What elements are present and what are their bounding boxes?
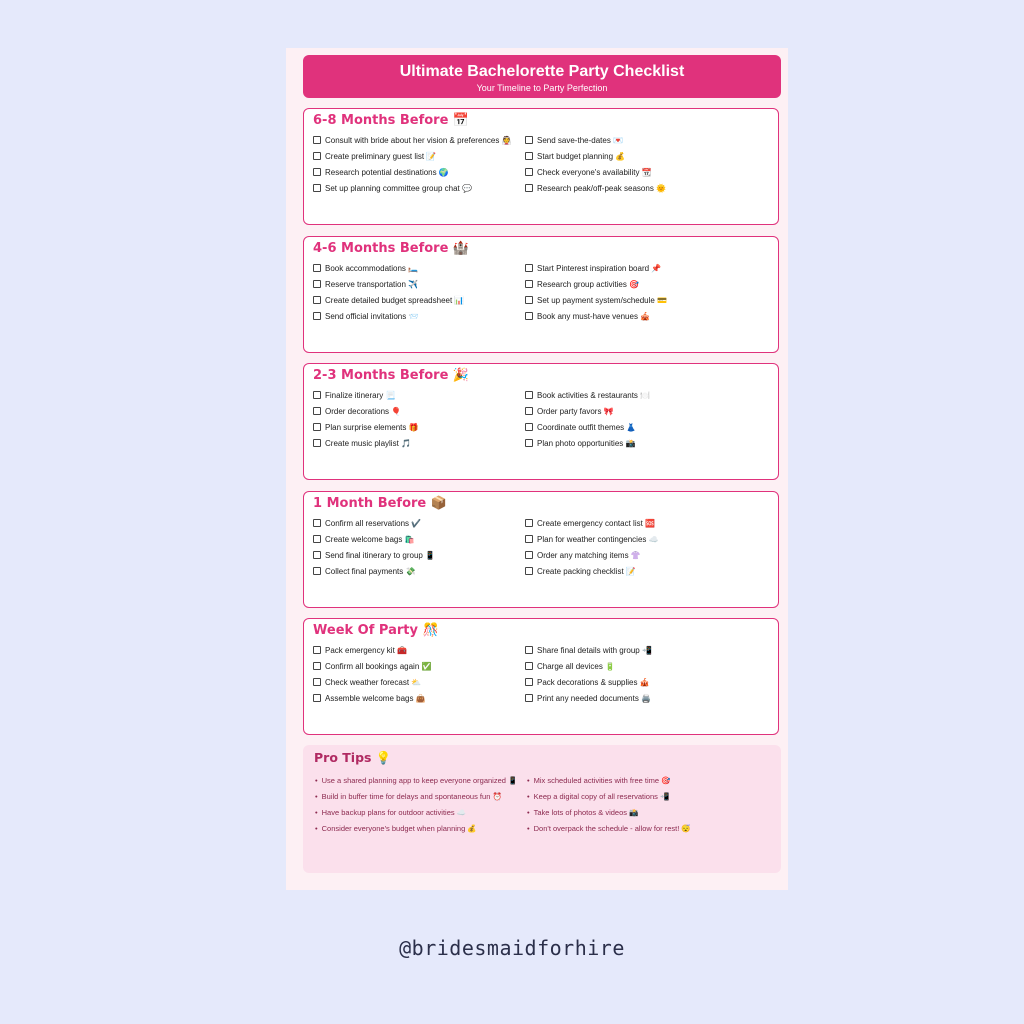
checklist-item[interactable] [313,658,525,674]
checklist-item[interactable] [313,674,525,690]
tip-item [315,772,527,788]
checklist-item[interactable] [525,435,765,451]
checklist-item[interactable] [525,164,765,180]
checklist-item[interactable] [313,260,525,276]
checkbox[interactable] [525,407,533,415]
checklist-item-label: Finalize itinerary 📃 [325,390,396,400]
checkbox[interactable] [525,184,533,192]
checklist-item-label: Send final itinerary to group 📱 [325,550,436,560]
checkbox[interactable] [525,646,533,654]
checkbox[interactable] [313,391,321,399]
checklist-item[interactable] [525,180,765,196]
checklist-item[interactable] [525,690,765,706]
checklist-item-label: Send official invitations 📨 [325,311,419,321]
checkbox[interactable] [313,136,321,144]
checkbox[interactable] [313,678,321,686]
checklist-item[interactable] [525,531,765,547]
social-handle: @bridesmaidforhire [399,936,625,960]
checklist-item[interactable] [313,690,525,706]
checklist-item[interactable] [525,515,765,531]
checklist-item-label: Collect final payments 💸 [325,566,416,576]
checklist-item[interactable] [525,132,765,148]
checklist-header [303,55,781,98]
checklist-item[interactable] [525,276,765,292]
bullet-icon: • [527,775,530,785]
checklist-item-label: Research potential destinations 🌍 [325,167,449,177]
checklist-item[interactable] [313,403,525,419]
checklist-item-label: Order party favors 🎀 [537,406,614,416]
checklist-item[interactable] [525,292,765,308]
checklist-item-label: Share final details with group 📲 [537,645,652,655]
checkbox[interactable] [525,312,533,320]
tip-text: Mix scheduled activities with free time 🎯 [533,775,671,785]
checkbox[interactable] [313,407,321,415]
checkbox[interactable] [525,168,533,176]
checkbox[interactable] [525,280,533,288]
checkbox[interactable] [525,391,533,399]
section-title: 4-6 Months Before 🏰 [313,241,470,256]
checklist-item-label: Coordinate outfit themes 👗 [537,422,637,432]
checklist-item-label: Research group activities 🎯 [537,279,640,289]
checklist-item-label: Plan surprise elements 🎁 [325,422,419,432]
checklist-item[interactable] [313,148,525,164]
checklist-item[interactable] [313,435,525,451]
checklist-item-label: Plan photo opportunities 📸 [537,438,636,448]
bullet-icon: • [527,791,530,801]
bullet-icon: • [315,823,318,833]
checkbox[interactable] [313,280,321,288]
tip-item [527,772,767,788]
checklist-item[interactable] [525,547,765,563]
checklist-item-label: Assemble welcome bags 👜 [325,693,426,703]
checklist-page [286,48,788,890]
section-title: 2-3 Months Before 🎉 [313,368,470,383]
section-1-month [303,491,779,608]
checkbox[interactable] [525,423,533,431]
checkbox[interactable] [525,264,533,272]
bullet-icon: • [527,807,530,817]
checklist-item[interactable] [525,563,765,579]
tip-text: Build in buffer time for delays and spontaneous fun ⏰ [321,791,502,801]
checklist-item[interactable] [525,148,765,164]
checklist-item-label: Charge all devices 🔋 [537,661,615,671]
tip-item [315,820,527,836]
checklist-item-label: Order decorations 🎈 [325,406,402,416]
checkbox[interactable] [525,551,533,559]
checklist-item[interactable] [313,642,525,658]
page-title: Ultimate Bachelorette Party Checklist [399,63,685,80]
checklist-item-label: Consult with bride about her vision & preferences 👰 [325,135,512,145]
checklist-item[interactable] [313,292,525,308]
checklist-items [313,260,773,324]
checklist-item-label: Order any matching items 👚 [537,550,641,560]
checkbox[interactable] [313,168,321,176]
checklist-items [313,515,773,579]
checkbox[interactable] [313,694,321,702]
checkbox[interactable] [525,567,533,575]
checklist-item-label: Plan for weather contingencies ☁️ [537,534,659,544]
checkbox[interactable] [525,678,533,686]
section-2-3-months [303,363,779,480]
checkbox[interactable] [313,535,321,543]
checklist-item-label: Create music playlist 🎵 [325,438,411,448]
checkbox[interactable] [525,296,533,304]
tip-text: Use a shared planning app to keep everyone organized 📱 [321,775,518,785]
checklist-item[interactable] [525,658,765,674]
checklist-items [313,642,773,706]
checklist-item-label: Create detailed budget spreadsheet 📊 [325,295,465,305]
tip-item [315,788,527,804]
tip-text: Keep a digital copy of all reservations 📲 [533,791,670,801]
checklist-item[interactable] [313,547,525,563]
checklist-item-label: Create emergency contact list 🆘 [537,518,656,528]
checklist-item-label: Start Pinterest inspiration board 📌 [537,263,662,273]
checklist-items [313,132,773,196]
tip-text: Don't overpack the schedule - allow for rest! 😴 [533,823,691,833]
bullet-icon: • [315,807,318,817]
bullet-icon: • [315,775,318,785]
checklist-item[interactable] [525,419,765,435]
checklist-item[interactable] [313,531,525,547]
tip-item [527,788,767,804]
checklist-item[interactable] [313,515,525,531]
checklist-item[interactable] [525,674,765,690]
checkbox[interactable] [313,662,321,670]
section-title: 1 Month Before 📦 [313,496,447,511]
checkbox[interactable] [313,551,321,559]
checklist-item[interactable] [525,260,765,276]
checklist-item-label: Start budget planning 💰 [537,151,626,161]
checklist-item[interactable] [313,276,525,292]
checklist-item-label: Set up payment system/schedule 💳 [537,295,668,305]
checkbox[interactable] [313,567,321,575]
checkbox[interactable] [313,312,321,320]
pro-tips-list [315,772,775,836]
tip-item [527,820,767,836]
bullet-icon: • [527,823,530,833]
checkbox[interactable] [313,184,321,192]
checklist-item-label: Create preliminary guest list 📝 [325,151,437,161]
checklist-item[interactable] [313,180,525,196]
checklist-item-label: Book activities & restaurants 🍽️ [537,390,651,400]
checkbox[interactable] [313,519,321,527]
bullet-icon: • [315,791,318,801]
section-6-8-months [303,108,779,225]
checklist-item-label: Confirm all bookings again ✅ [325,661,432,671]
checkbox[interactable] [313,439,321,447]
checklist-item-label: Pack emergency kit 🧰 [325,645,407,655]
checklist-item-label: Research peak/off-peak seasons 🌞 [537,183,666,193]
checkbox[interactable] [313,152,321,160]
checklist-item-label: Check weather forecast ⛅ [325,677,422,687]
checkbox[interactable] [313,423,321,431]
checkbox[interactable] [525,519,533,527]
checklist-item[interactable] [525,403,765,419]
checklist-item-label: Print any needed documents 🖨️ [537,693,652,703]
checklist-item[interactable] [313,563,525,579]
checkbox[interactable] [525,535,533,543]
checklist-item[interactable] [313,419,525,435]
checkbox[interactable] [313,296,321,304]
page-subtitle: Your Timeline to Party Perfection [476,83,608,93]
pro-tips-title: Pro Tips 💡 [314,750,392,765]
checklist-item-label: Create packing checklist 📝 [537,566,636,576]
section-title: Week Of Party 🎊 [313,623,439,638]
checklist-item[interactable] [313,387,525,403]
checklist-item-label: Create welcome bags 🛍️ [325,534,415,544]
checklist-items [313,387,773,451]
checklist-item[interactable] [313,308,525,324]
checkbox[interactable] [525,439,533,447]
checklist-item[interactable] [313,132,525,148]
section-title: 6-8 Months Before 📅 [313,113,470,128]
section-week-of-party [303,618,779,735]
checklist-item-label: Check everyone's availability 📆 [537,167,652,177]
checkbox[interactable] [525,152,533,160]
checklist-item-label: Reserve transportation ✈️ [325,279,419,289]
checklist-item[interactable] [525,308,765,324]
section-4-6-months [303,236,779,353]
checkbox[interactable] [525,136,533,144]
checkbox[interactable] [313,264,321,272]
checkbox[interactable] [525,694,533,702]
checklist-item[interactable] [525,642,765,658]
checklist-item[interactable] [525,387,765,403]
checkbox[interactable] [525,662,533,670]
checkbox[interactable] [313,646,321,654]
checklist-item[interactable] [313,164,525,180]
checklist-item-label: Pack decorations & supplies 🎪 [537,677,650,687]
tip-text: Have backup plans for outdoor activities ☁️ [321,807,467,817]
pro-tips-panel [303,745,781,873]
checklist-item-label: Confirm all reservations ✔️ [325,518,422,528]
tip-text: Take lots of photos & videos 📸 [533,807,639,817]
tip-item [527,804,767,820]
checklist-item-label: Set up planning committee group chat 💬 [325,183,472,193]
checklist-item-label: Book any must-have venues 🎪 [537,311,651,321]
checklist-item-label: Send save-the-dates 💌 [537,135,624,145]
checklist-item-label: Book accommodations 🛏️ [325,263,419,273]
tip-item [315,804,527,820]
tip-text: Consider everyone's budget when planning 💰 [321,823,477,833]
